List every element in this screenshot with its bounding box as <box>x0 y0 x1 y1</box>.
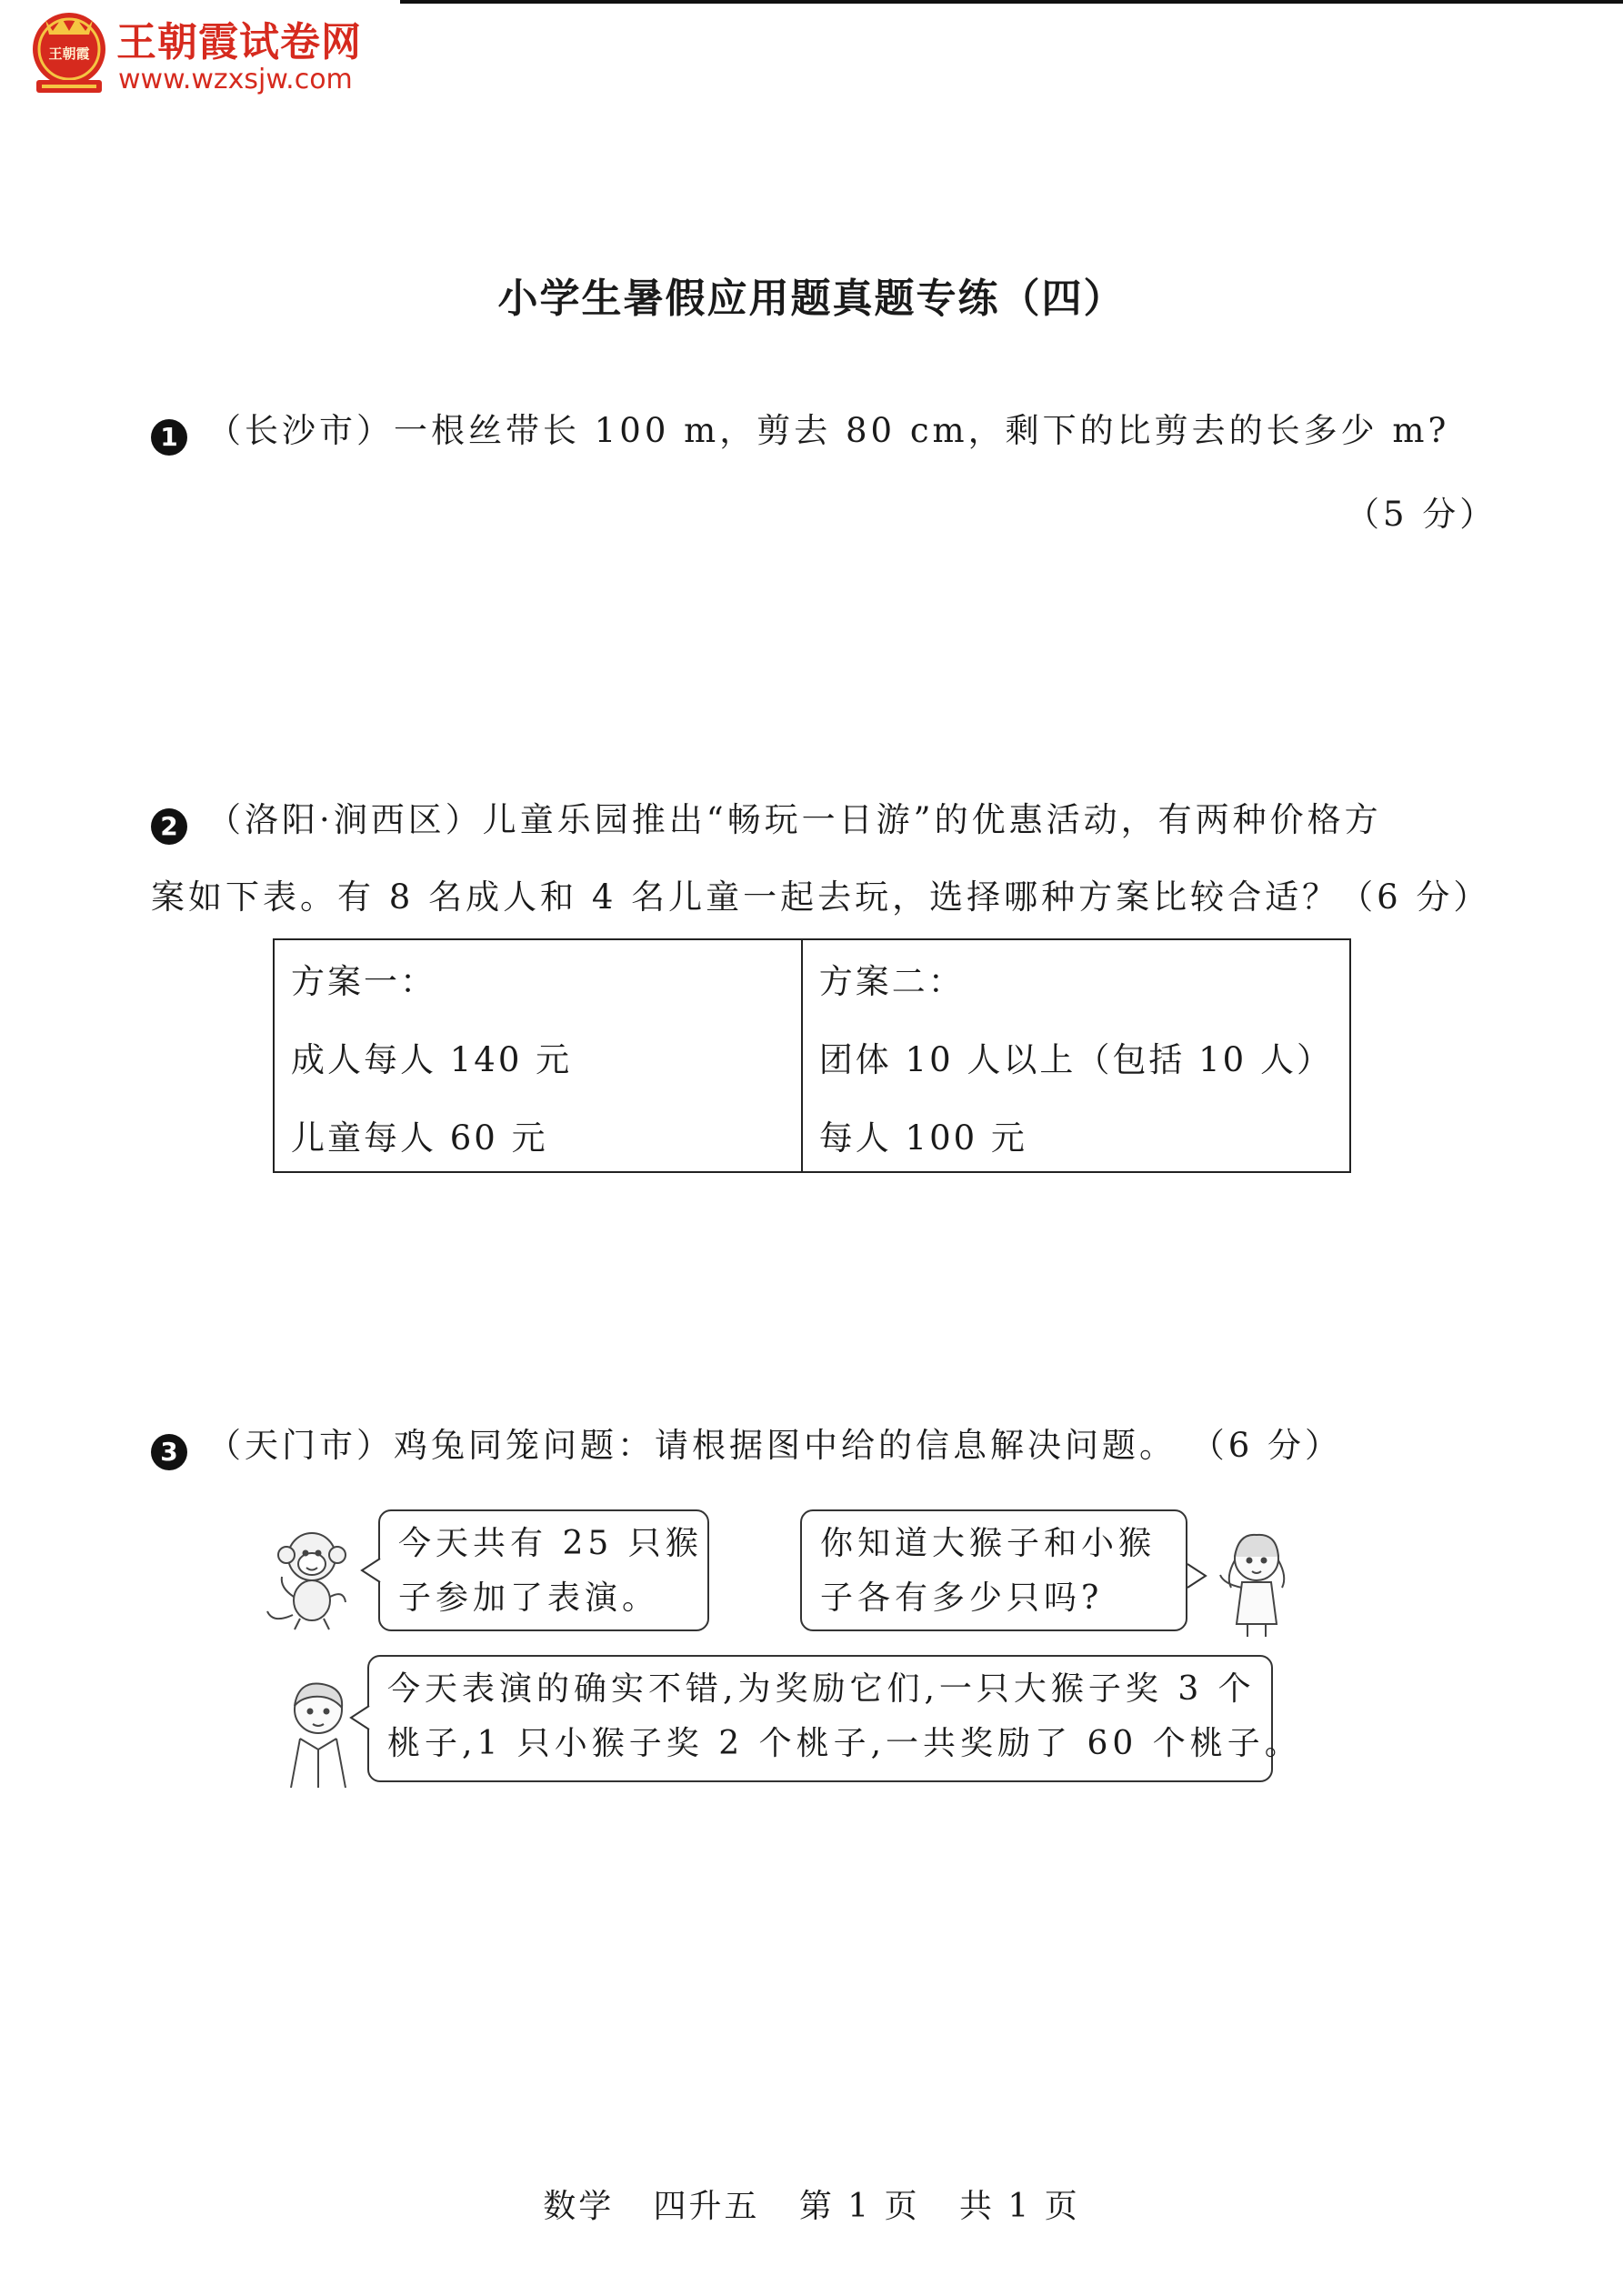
page-footer: 数学 四升五 第 1 页 共 1 页 <box>543 2188 1080 2225</box>
plan-line: 方案二： <box>818 962 965 1001</box>
speech-bubble-boy <box>367 1655 1302 1782</box>
bubble-line: 子参加了表演。 <box>398 1579 660 1617</box>
price-plan-table <box>273 938 1351 1173</box>
monkey-icon <box>262 1524 362 1633</box>
speech-bubble-girl <box>800 1509 1187 1631</box>
plan-one-cell <box>275 940 801 1171</box>
bubble-line: 子各有多少只吗? <box>820 1579 1104 1617</box>
question-number: 3 <box>151 1434 187 1470</box>
page-title: 小学生暑假应用题真题专练（四） <box>497 276 1126 322</box>
svg-text:王朝霞: 王朝霞 <box>48 45 90 62</box>
plan-line: 方案一： <box>291 962 436 1001</box>
plan-line: 成人每人 140 元 <box>291 1040 573 1079</box>
speech-bubble-monkey <box>378 1509 709 1631</box>
question-text: （天门市）鸡兔同笼问题：请根据图中给的信息解决问题。 （6 分） <box>207 1426 1343 1465</box>
plan-two-cell <box>801 940 1349 1171</box>
bubble-line: 你知道大猴子和小猴 <box>820 1525 1157 1562</box>
bubble-line: 今天表演的确实不错,为奖励它们,一只大猴子奖 3 个 <box>387 1670 1256 1708</box>
question-number: 2 <box>151 808 187 845</box>
site-logo <box>25 7 407 98</box>
question-number: 1 <box>151 419 187 456</box>
logo-name: 王朝霞试卷网 <box>116 19 362 65</box>
bubble-tail <box>360 1557 382 1584</box>
question-1 <box>151 409 1449 456</box>
seal-icon <box>25 7 113 98</box>
girl-icon <box>1211 1524 1302 1639</box>
question-2 <box>151 798 1382 845</box>
bubble-line: 桃子,1 只小猴子奖 2 个桃子,一共奖励了 60 个桃子。 <box>387 1725 1302 1762</box>
boy-icon <box>273 1673 364 1790</box>
question-3 <box>151 1424 1342 1470</box>
question-text: （洛阳·涧西区）儿童乐园推出“畅玩一日游”的优惠活动，有两种价格方 <box>207 800 1382 839</box>
plan-line: 每人 100 元 <box>818 1118 1027 1158</box>
question-text: （长沙市）一根丝带长 100 m，剪去 80 cm，剩下的比剪去的长多少 m? <box>207 411 1450 450</box>
logo-url: www.wzxsjw.com <box>118 64 353 95</box>
top-rule <box>400 0 1623 4</box>
bubble-tail <box>349 1704 371 1731</box>
bubble-tail <box>1186 1562 1207 1589</box>
plan-line: 儿童每人 60 元 <box>291 1118 548 1158</box>
plan-line: 团体 10 人以上（包括 10 人） <box>818 1040 1333 1079</box>
bubble-line: 今天共有 25 只猴 <box>398 1525 703 1562</box>
question-1-score: （5 分） <box>1346 495 1498 534</box>
question-2-line2: 案如下表。有 8 名成人和 4 名儿童一起去玩，选择哪种方案比较合适？（6 分） <box>151 877 1491 917</box>
